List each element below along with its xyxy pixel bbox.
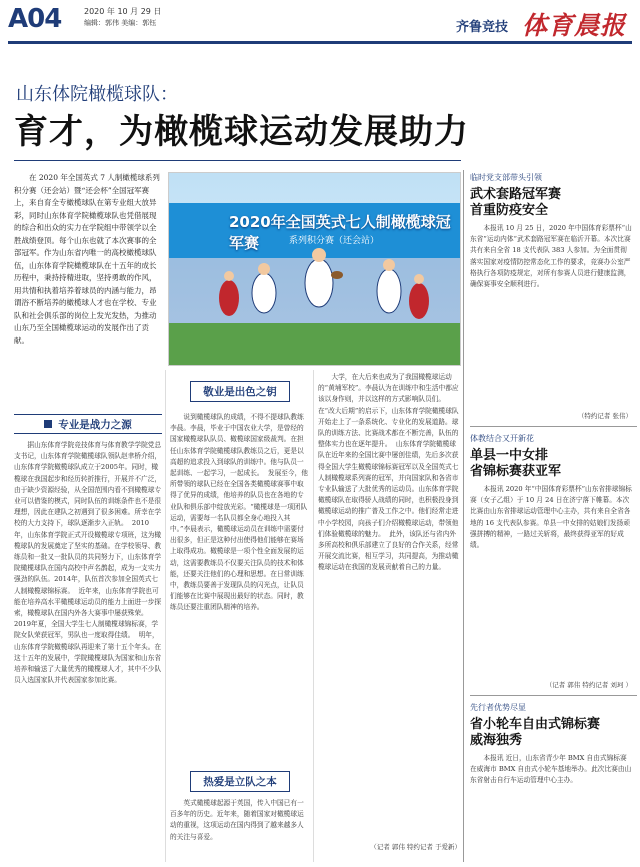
sidebar-item <box>470 702 632 793</box>
col1-heading <box>14 414 162 434</box>
col2-body1: 说到橄榄球队的成绩，不得不提球队教练李晨。李晨，毕业于中国农业大学，是曾经的国家橄榄球队队员、橄榄球国家级裁判。在担任山东体育学院橄榄球队教练员之后，更是以高超的追求投入到球队的训练中。他与队员一起训练、一起学习，一起成长。 发展至今，他所带领的球队已经在全国各类橄榄球赛事中取得了优异的成绩，他培养的队员也在各地的专业队和俱乐部中绽放光彩。“橄榄球是一项团队运动，需要每一名队员都全身心地投入其中。”李晨表示，橄榄球运动员在训练中需要付出很多，但正是这种付出使得他们能够在赛场上取得成功。橄榄球是一项个性全面发展的运动，这需要教练员不仅要关注队员的技术和体能，还要关注他们的心理和思想。在日常训练中，教练员要善于发现队员的闪光点，让队员们能够在比赛中展现出最好的状态。同时，教练员还要注重团队精神的培养。 <box>170 413 308 612</box>
section-name: 齐鲁竞技 <box>456 20 509 35</box>
lead-box <box>14 172 162 410</box>
col2-heading2: 热爱是立队之本 <box>190 771 290 792</box>
sidebar-item-signature: （特约记者 张伟） <box>577 412 632 420</box>
sidebar-item-kicker: 先行者优势尽显 <box>470 703 526 712</box>
sidebar-divider <box>463 170 464 862</box>
col3-body: 大学，在大后来也成为了我国橄榄球运动的“黄埔军校”。李晨认为在训练中和生活中都应该以身作则，并以这样的方式影响队员们。在“改大后期”的启示下，山东体育学院橄榄球队开始走上了一条系统化、专业化的发展道路。球队的训练方法、比赛战术都在不断完善，队伍的整体实力也在逐年提升。 山东体育学院橄榄球队在近年来的全国比赛中屡创佳绩，先后多次获得全国大学生橄榄球锦标赛冠军以及全国英式七人制橄榄球系列赛的冠军，并向国家队和各省市专业队输送了大批优秀的运动员。山东体育学院橄榄球队在取得骄人战绩的同时，也积极投身到橄榄球运动的推广普及工作之中。他们经常走进中小学校园，向孩子们介绍橄榄球运动，带领他们体验橄榄球的魅力。 此外，该队还与省内外多所高校和俱乐部建立了良好的合作关系，经常开展交流比赛，相互学习，共同提高，为推动橄榄球运动在我国的发展贡献着自己的力量。 <box>318 373 459 572</box>
lead-paragraph: 在 2020 年全国英式 7 人制橄榄球系列积分赛（还会站）暨“还会杯”全国冠军赛上，来自育全专橄榄球队在第专业组大放异彩，同时山东体育学院橄榄球队也凭借展现的综合和出众的实力在学院组中带领学以全胜战绩登顶。每个山东也就了本次赛事的全部冠军。作为山东省内唯一的高校橄榄球队伍，山东体育学院橄榄球队在十五年的成长历程中，秉持持精进取，坚持勇敢的作风，用共情和执着培养着球员的内涵与能力，昂谓浴不断培养的橄榄球人才也在学校、专业队和社会俱乐部的岗位上发光发热，为推动山东乃至全国橄榄球运动的发展作出了贡献。 <box>14 173 160 345</box>
article-kicker: 山东体院橄榄球队： <box>16 84 178 105</box>
sidebar-item-kicker: 临时党支部带头引领 <box>470 173 542 182</box>
column-2 <box>170 380 310 848</box>
col3-signature: （记者 郭伟 特约记者 于爱新） <box>370 843 461 851</box>
sidebar-rule <box>470 426 637 427</box>
rugby-photo-illustration <box>169 173 461 366</box>
column-divider <box>165 370 166 862</box>
sidebar-item-title: 单县一中女排 省锦标赛获亚军 <box>470 448 562 479</box>
column-divider <box>313 370 314 862</box>
sidebar-item <box>470 433 632 689</box>
sidebar-item <box>470 172 632 420</box>
column-1 <box>14 414 162 856</box>
column-3 <box>318 372 461 851</box>
sidebar-item-title: 武术套路冠军赛 首重防疫安全 <box>470 187 562 218</box>
col2-body2: 英式橄榄球起源于英国，传入中国已有一百多年的历史。近年来，随着国家对橄榄球运动的重视，这项运动在国内得到了越来越多人的关注与喜爱。 <box>170 799 304 841</box>
editors-credit: 编辑：郭伟 美编：郭钰 <box>84 19 157 27</box>
issue-date: 2020 年 10 月 29 日 <box>84 7 162 16</box>
sidebar-rule <box>470 695 637 696</box>
col2-heading1: 敬业是出色之钥 <box>190 381 290 402</box>
sidebar-item-body: 本报讯 近日，山东省青少年 BMX 自由式锦标赛在威海市 BMX 自由式小轮车基地举办。此次比赛由山东省射击自行车运动管理中心主办。 <box>470 754 632 785</box>
sidebar <box>470 170 632 793</box>
sidebar-item-signature: （记者 郭伟 特约记者 刘珂 ） <box>545 681 632 689</box>
sidebar-item-kicker: 体教结合又开新花 <box>470 434 534 443</box>
article-headline: 育才，为橄榄球运动发展助力 <box>14 112 469 152</box>
header-rule <box>8 41 632 44</box>
photo-banner-subtitle: 系列积分赛（还会站） <box>289 236 380 246</box>
col1-heading-text: 专业是战力之源 <box>58 418 132 431</box>
bullet-icon <box>44 420 52 428</box>
col2-heading2-wrap <box>170 770 310 792</box>
col2-heading1-wrap <box>170 380 310 402</box>
photo-banner-title: 2020年全国英式七人制橄榄球冠军赛 <box>229 213 451 252</box>
sidebar-item-body: 本报讯 10 月 25 日，2020 年中国体育彩票杯“山东省”运动内体“武术套路冠军赛在临沂开幕。本次比赛共有来自全省 18 支代表队 383 人参加。为全面贯彻落实国家对疫情防控常态化工作的要求，竞赛办公室严格执行各项防疫规定，对所有参赛人员进行健康监测，确保赛事安全顺利进行。 <box>470 224 632 289</box>
page-number: A04 <box>8 4 62 34</box>
sidebar-item-title: 省小轮车自由式锦标赛 威海独秀 <box>470 717 601 748</box>
rugby-photo <box>168 172 461 366</box>
sidebar-item-body: 本报讯 2020 年“中国体育彩票杯”山东省排球锦标赛（女子乙组）于 10 月 24 日在济宁落下帷幕。本次比赛由山东省排球运动管理中心主办，共有来自全省各地的 16 支代表队参赛。单县一中女排的姑娘们发扬顽强拼搏的精神，一路过关斩将，最终获得亚军的好成绩。 <box>470 485 632 550</box>
newspaper-masthead: 体育晨报 <box>522 11 627 40</box>
col1-body: 据山东体育学院竞技体育与体育教学学院党总支书记，山东体育学院橄榄球队领队赵聿桥介绍，山东体育学院橄榄球队成立于2005年。同时，橄榄球在我国起步和经历转折推行，开展并不广泛，由于缺少资源经验，从全国范围内看不到橄榄球专业可以借鉴的模式，同时队伍的训练条件也不是很理想，因此在建队之初遇到了很多困难。所幸在学校的大力支持下，球队逐渐步入正轨。 2010年，山东体育学院正式开设橄榄球专项班，这为橄榄球队的发展奠定了坚实的基础。在学校领导、教练员和一批又一批队员的共同努力下，山东体育学院橄榄球队在国内高校中声名鹊起，成为一支实力强劲的队伍。2014年，队伍首次参加全国英式七人制橄榄球锦标赛。 近年来，山东体育学院也可能在培养高水平橄榄球运动员的能力上面进一步探索，橄榄球队在国内外各大赛事中屡获殊荣。2019年夏，全国大学生七人制橄榄球锦标赛，学院女队荣获冠军，男队也一度取得佳绩。 明年，山东体育学院橄榄球队再迎来了第十五个年头。在这十五年的发展中，学院橄榄球队为国家和山东省培养和输送了大量优秀的橄榄球人才，其中不少队员入选国家队并代表国家参加比赛。 <box>14 441 162 685</box>
headline-rule <box>14 160 461 161</box>
